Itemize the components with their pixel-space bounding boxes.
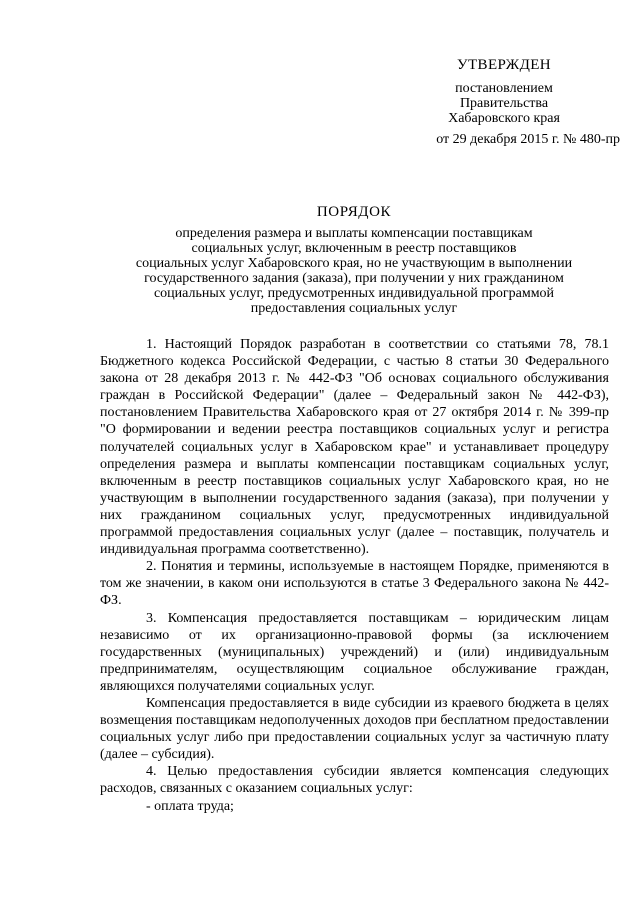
approval-heading: УТВЕРЖДЕН: [456, 57, 552, 73]
approval-line: Хабаровского края: [448, 111, 560, 126]
approval-stamp: [388, 58, 620, 147]
document-subtitle-line: определения размера и выплаты компенсации поставщикам: [175, 226, 533, 241]
paragraph-2: 2. Понятия и термины, используемые в настоящем Порядке, применяются в том же значении, в каком они используются в статье 3 Федерального закона № 442-ФЗ.: [100, 559, 609, 609]
paragraph-3: 3. Компенсация предоставляется поставщикам – юридическим лицам независимо от их организационно-правовой формы (за исключением государственных (муниципальных) учреждений) и (или) индивидуальным предпринимателям, осуществляющим социальное обслуживание граждан, являющихся получателями социальных услуг.: [100, 610, 609, 694]
document-title: ПОРЯДОК: [316, 204, 392, 220]
document-subtitle-line: социальных услуг, включенным в реестр поставщиков: [191, 241, 517, 256]
approval-line: постановлением: [455, 81, 553, 96]
approval-date: от 29 декабря 2015 г. № 480-пр: [436, 132, 620, 147]
paragraph-1: 1. Настоящий Порядок разработан в соответствии со статьями 78, 78.1 Бюджетного кодекса Российской Федерации, с частью 8 статьи 30 Федерального закона от 28 декабря 2013 г. № 442-ФЗ "Об основах социального обслуживания граждан в Российской Федерации" (далее – Федеральный закон № 442-ФЗ), постановлением Правительства Хабаровского края от 27 октября 2014 г. № 399-пр "О формировании и ведении реестра поставщиков социальных услуг и регистра получателей социальных услуг в Хабаровском крае" и устанавливает процедуру определения размера и выплаты компенсации поставщикам социальных услуг, включенным в реестр поставщиков социальных услуг Хабаровского края, но не участвующим в выполнении государственного задания (заказа), при получении у них гражданином социальных услуг, предусмотренных индивидуальной программой предоставления социальных услуг (далее – поставщик, получатель и индивидуальная программа соответственно).: [100, 337, 609, 558]
document-subtitle-line: предоставления социальных услуг: [250, 301, 458, 316]
paragraph-3-continued: Компенсация предоставляется в виде субсидии из краевого бюджета в целях возмещения поставщикам недополученных доходов при бесплатном предоставлении социальных услуг либо при предоставлении социальных услуг за частичную плату (далее – субсидия).: [100, 695, 609, 763]
document-title-block: [100, 205, 608, 316]
paragraph-4: 4. Целью предоставления субсидии является компенсация следующих расходов, связанных с оказанием социальных услуг:: [100, 764, 609, 797]
approval-line: Правительства: [459, 96, 549, 111]
document-body: [100, 336, 609, 815]
document-subtitle-line: социальных услуг, предусмотренных индивидуальной программой: [153, 286, 555, 301]
list-item-salary: - оплата труда;: [146, 798, 234, 814]
document-subtitle-line: социальных услуг Хабаровского края, но не участвующим в выполнении: [135, 256, 573, 271]
document-subtitle-line: государственного задания (заказа), при получении у них гражданином: [144, 271, 564, 286]
